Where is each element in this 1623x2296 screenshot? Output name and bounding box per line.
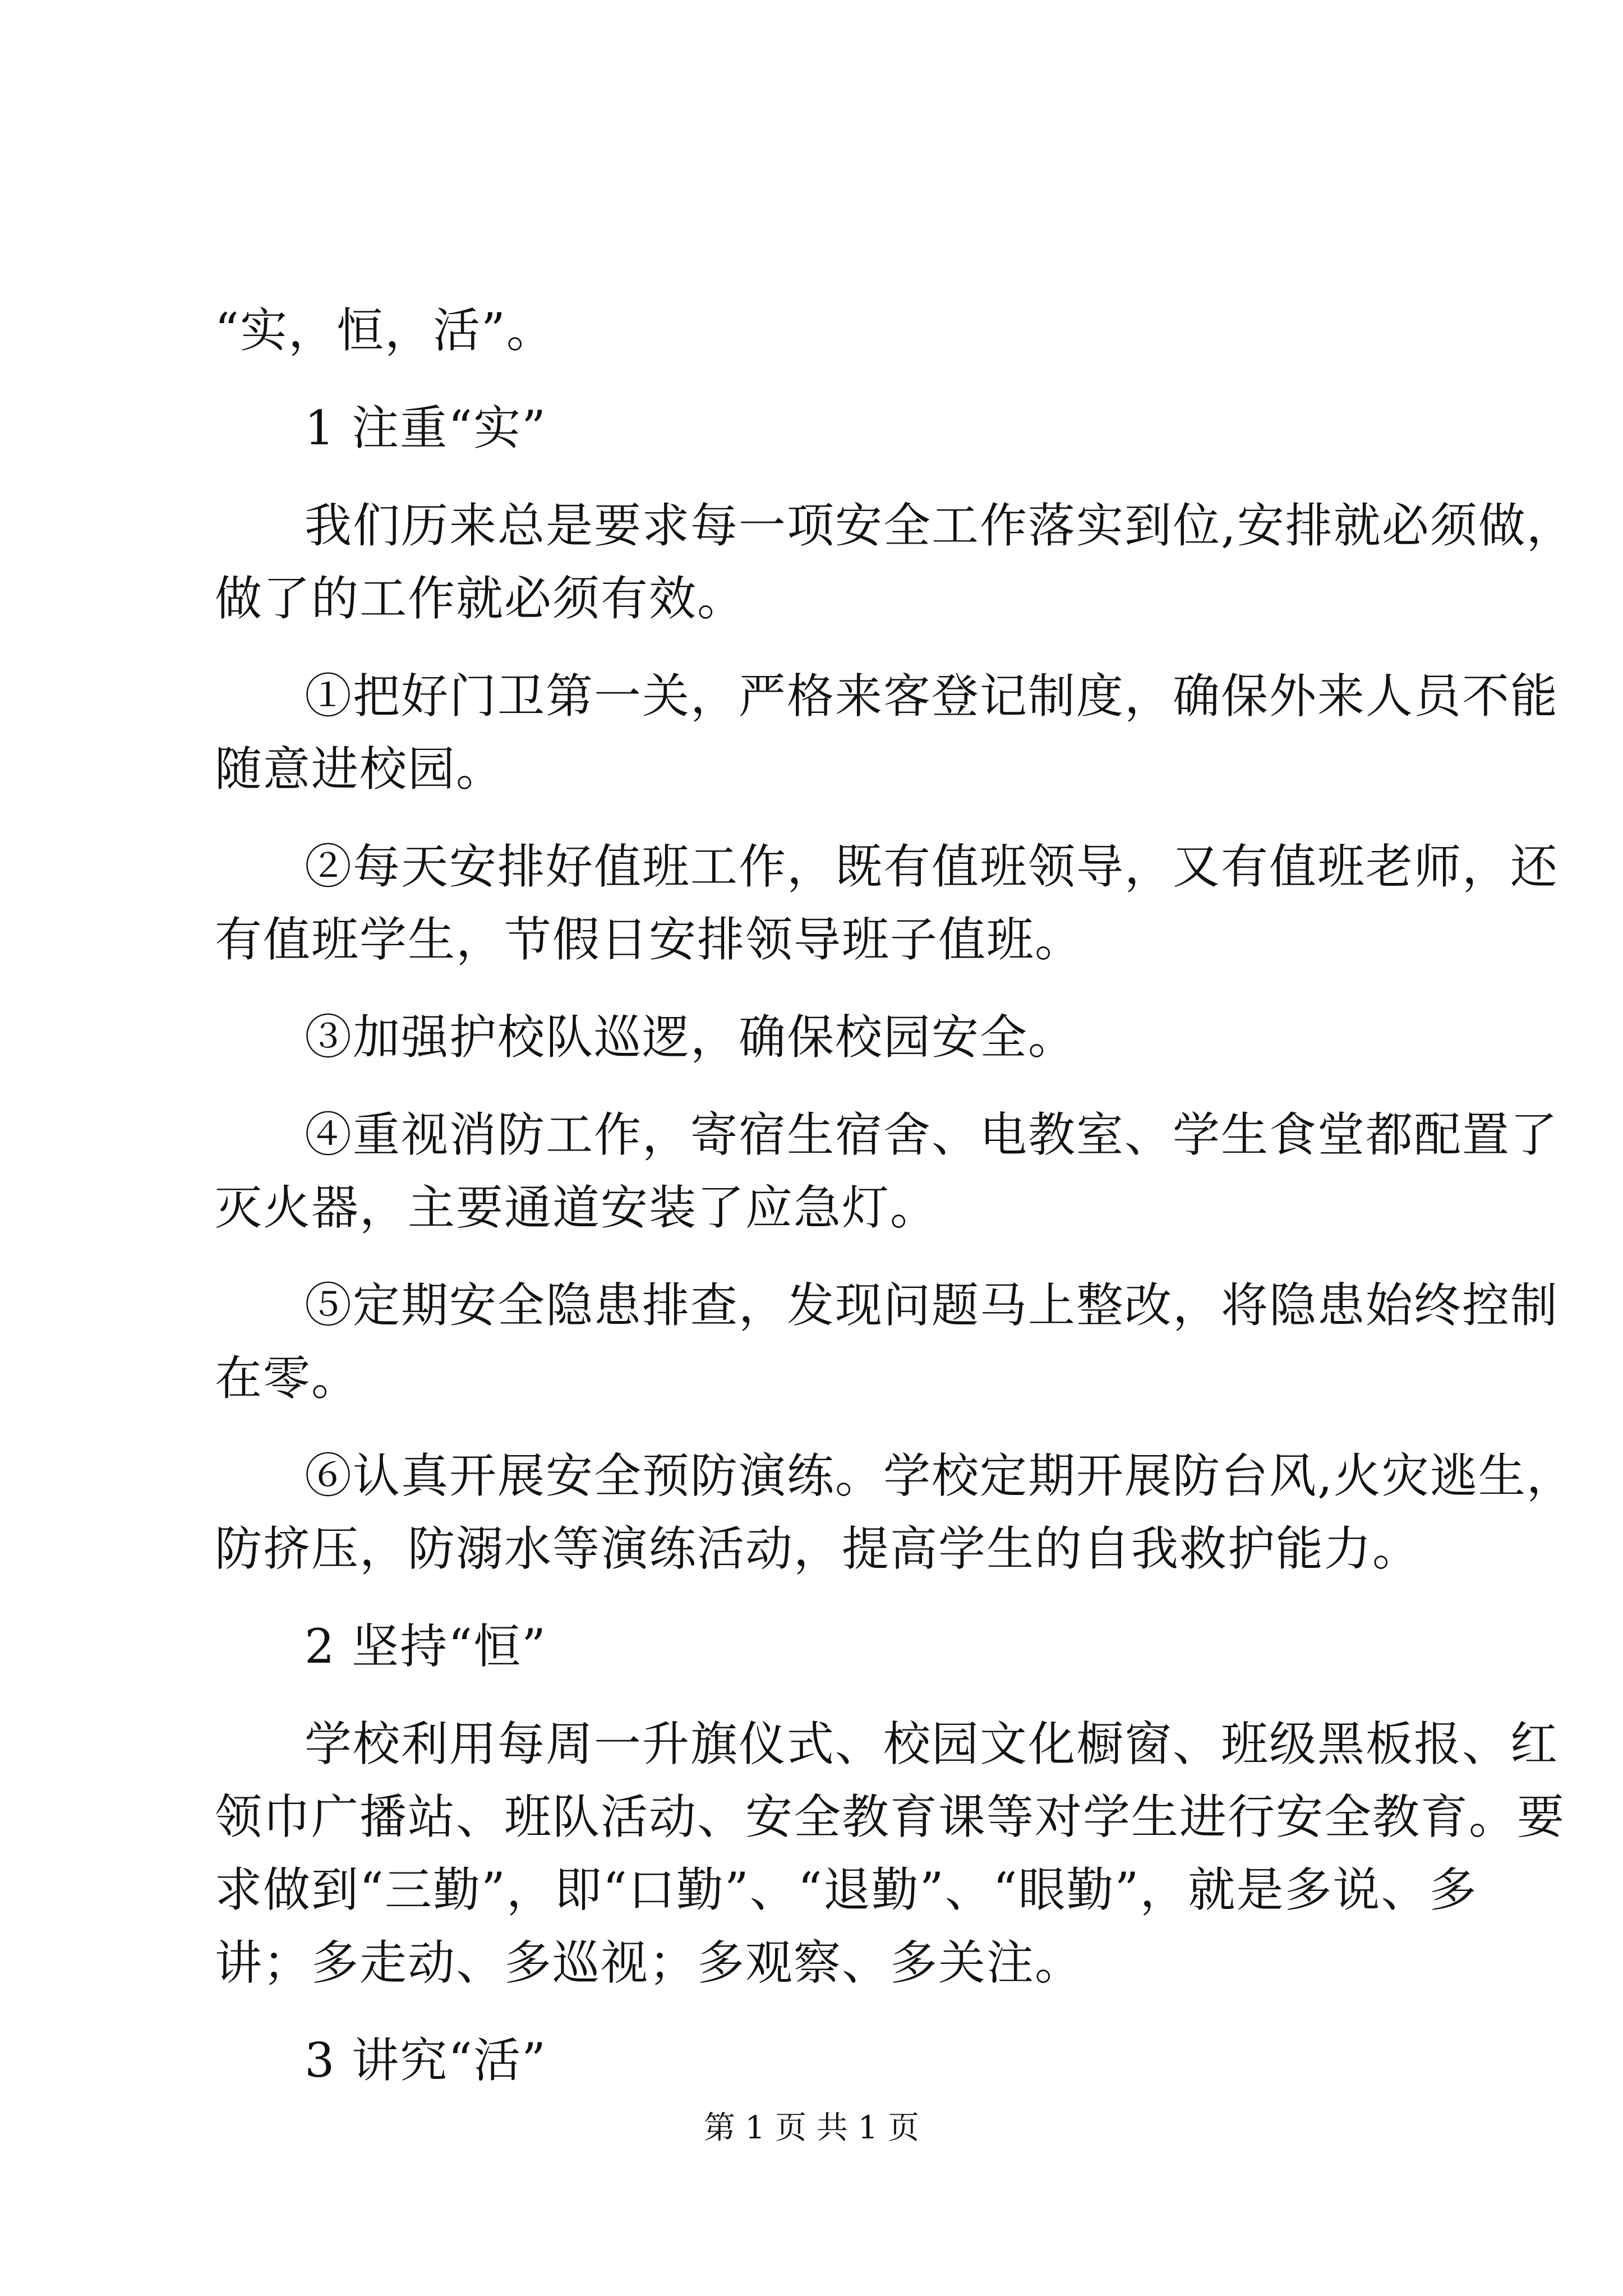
paragraph-line: 学校利用每周一升旗仪式、校园文化橱窗、班级黑板报、红 (305, 1717, 1559, 1772)
list-item-5: ⑤定期安全隐患排查，发现问题马上整改，将隐患始终控制 (305, 1278, 1559, 1333)
section-heading-1: 1 注重“实” (305, 401, 547, 455)
list-item-4: ④重视消防工作，寄宿生宿舍、电教室、学生食堂都配置了 (305, 1107, 1559, 1162)
list-item-3: ③加强护校队巡逻，确保校园安全。 (305, 1010, 1077, 1065)
paragraph-line: 我们历来总是要求每一项安全工作落实到位,安排就必须做， (305, 498, 1575, 553)
paragraph-line: 做了的工作就必须有效。 (215, 571, 746, 626)
document-body (215, 294, 1575, 2097)
section-heading-2: 2 坚持“恒” (305, 1619, 547, 1674)
paragraph-line: 领巾广播站、班队活动、安全教育课等对学生进行安全教育。要 (215, 1789, 1566, 1844)
page-footer: 第 1 页 共 1 页 (703, 2110, 920, 2146)
list-item-2: ②每天安排好值班工作，既有值班领导，又有值班老师，还 (305, 839, 1559, 894)
paragraph-line: 有值班学生，节假日安排领导班子值班。 (215, 912, 1083, 967)
section-heading-3: 3 讲究“活” (305, 2033, 547, 2088)
list-item-1: ①把好门卫第一关，严格来客登记制度，确保外来人员不能 (305, 669, 1559, 724)
paragraph-line: 讲；多走动、多巡视；多观察、多关注。 (215, 1935, 1083, 1990)
paragraph-line: “实，恒，活”。 (215, 303, 555, 358)
paragraph-line: 防挤压，防溺水等演练活动，提高学生的自我救护能力。 (215, 1521, 1421, 1576)
paragraph-line: 随意进校园。 (215, 742, 505, 797)
paragraph-line: 灭火器，主要通道安装了应急灯。 (215, 1180, 939, 1235)
paragraph-line: 在零。 (215, 1351, 360, 1406)
list-item-6: ⑥认真开展安全预防演练。学校定期开展防台风,火灾逃生， (305, 1448, 1575, 1503)
paragraph-line: 求做到“三勤”，即“口勤”、“退勤”、“眼勤”，就是多说、多 (215, 1862, 1478, 1917)
